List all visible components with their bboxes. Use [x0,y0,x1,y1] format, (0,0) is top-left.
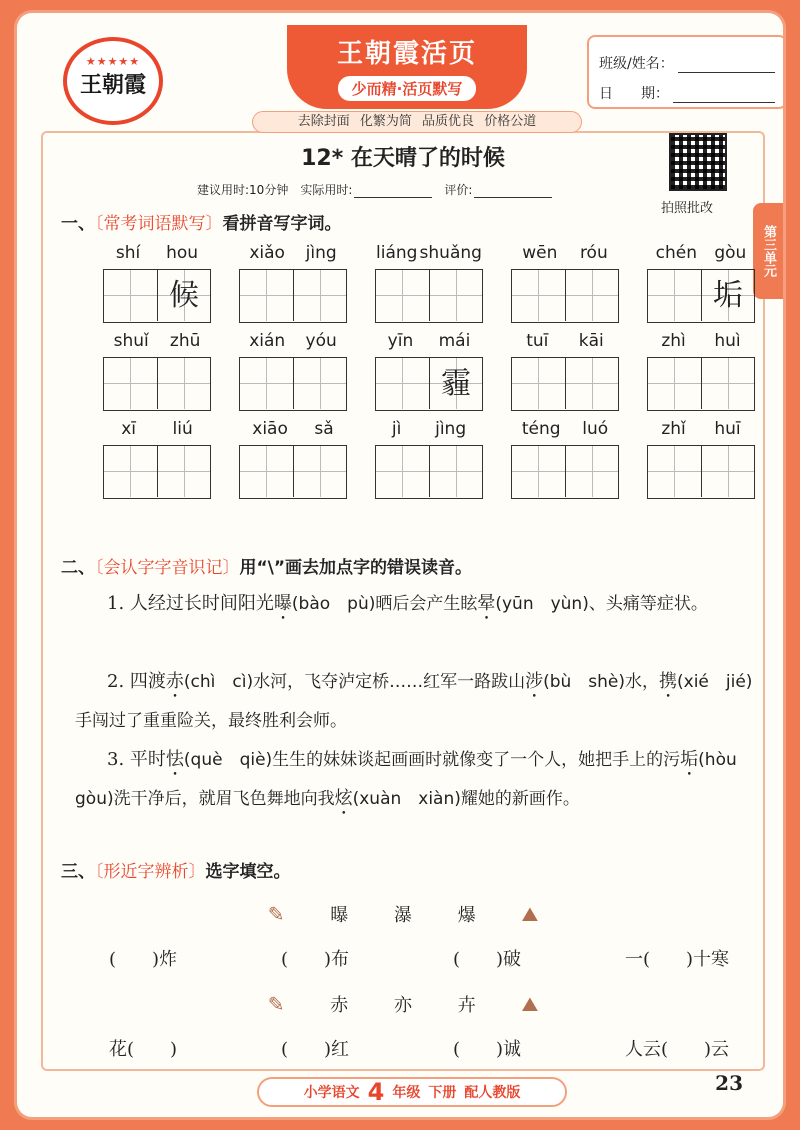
student-info-box [587,35,786,109]
q1-text: 1. 人经过长时间阳光 [107,593,274,614]
pinyin-syllable: chén [655,243,698,263]
pinyin [239,331,347,357]
word-item [647,419,755,499]
section1-heading [61,209,342,234]
word-item [647,331,755,411]
section1-tag: 〔常考词语默写〕 [95,214,223,234]
writing-cell[interactable] [648,270,701,321]
pinyin-syllable: xiǎo [249,243,285,263]
question-2-3 [75,741,765,819]
worksheet-page [14,10,786,1120]
pinyin [103,419,211,445]
writing-cell[interactable] [240,358,293,409]
word-row [103,419,755,499]
section2-instruction: 用“\”画去加点字的错误读音。 [239,558,473,578]
pinyin-syllable: shuǐ [113,331,149,351]
fill-row-2 [109,1035,729,1061]
q1-dotted-char: 曝 [273,593,292,614]
writing-cell[interactable]: 霾 [429,358,482,409]
writing-cell[interactable] [293,270,346,321]
evaluation-field[interactable] [474,184,552,198]
word-item [103,243,211,323]
word-item [647,243,755,323]
writing-cell[interactable] [240,270,293,321]
writing-cell[interactable] [429,270,482,321]
lesson-meta [197,181,564,198]
pinyin-syllable: mái [438,331,471,351]
qr-label: 拍照批改 [661,201,714,216]
pinyin-syllable: téng [521,419,561,439]
pinyin-syllable: jì [391,419,402,439]
word-item [375,331,483,411]
fill-blank-item[interactable]: ( )炸 [109,949,178,970]
footer-subject: 小学语文 [303,1085,360,1101]
q3-dotted-char-2: 垢 [680,749,699,770]
date-row [599,73,775,103]
footer-edition: 配人教版 [464,1085,521,1101]
writing-cell[interactable] [104,358,157,409]
writing-cell[interactable] [648,446,701,497]
group1-chars: 曝 瀑 爆 [330,905,476,926]
class-name-row [599,43,775,73]
footer-grade: 4 [367,1078,385,1106]
writing-boxes [647,269,755,323]
q3-text: 3. 平时 [107,749,166,770]
q2-pinyin-options[interactable]: (chì cì)水河，飞夺泸定桥……红军一路跋山 [183,672,526,692]
pinyin-syllable: xiāo [252,419,288,439]
brand-slogan: 少而精·活页默写 [338,76,477,101]
pinyin-syllable: xián [249,331,286,351]
q2-text: 2. 四渡 [107,671,166,692]
q2-dotted-char: 赤 [165,671,184,692]
section3-number: 三、 [61,862,95,882]
pinyin [239,243,347,269]
char-group-2 [17,991,786,1017]
writing-cell[interactable] [701,358,754,409]
writing-cell[interactable] [293,358,346,409]
fill-row-1 [109,945,729,971]
pinyin-syllable: gòu [714,243,747,263]
writing-boxes [375,269,483,323]
pinyin-syllable: huī [714,419,741,439]
pinyin [375,243,483,269]
section3-heading [61,857,291,882]
pinyin-syllable: luó [582,419,609,439]
class-name-field[interactable] [678,55,775,73]
logo-text: 王朝霞 [79,72,146,98]
pinyin [375,419,483,445]
writing-boxes [375,357,483,411]
pinyin [647,419,755,445]
writing-boxes [511,445,619,499]
fill-blank-item[interactable]: ( )破 [452,949,522,970]
char-group-1 [17,901,786,927]
fill-blank-item[interactable]: 一( )十寒 [624,949,729,970]
tagline: 去除封面 化繁为简 品质优良 价格公道 [252,111,582,133]
date-label: 日 期： [599,86,669,102]
writing-cell[interactable] [376,446,429,497]
actual-time-label: 实际用时: [300,183,353,197]
group2-chars: 赤 亦 卉 [330,995,476,1016]
pinyin [511,243,619,269]
writing-boxes [103,445,211,499]
star-icons: ★★★★★ [85,55,141,68]
q3-pinyin-options[interactable]: (què qiè)生生的妹妹谈起画画时就像变了一个人，她把手上的污 [183,750,681,770]
word-item [239,331,347,411]
writing-cell[interactable] [376,358,429,409]
word-row [103,243,755,323]
pinyin [511,419,619,445]
actual-time-field[interactable] [354,184,432,198]
q2-pinyin-options-2[interactable]: (bù shè)水， [543,672,660,692]
q2-dotted-char-2: 涉 [525,671,544,692]
pinyin-syllable: hou [166,243,199,263]
pinyin-syllable: kāi [578,331,604,351]
pinyin [103,331,211,357]
footer-grade-suffix: 年级 [392,1085,421,1101]
pinyin-syllable: sǎ [314,419,334,439]
unit-side-tab: 第三单元 [753,203,783,299]
writing-cell[interactable] [565,358,618,409]
writing-cell[interactable] [104,446,157,497]
writing-decoration-icon: ✎ [267,992,285,1016]
pinyin-syllable: tuī [526,331,549,351]
question-2-1 [75,585,765,624]
writing-cell[interactable] [429,446,482,497]
q1-pinyin-options-2[interactable]: (yūn yùn)、头痛等症状。 [495,594,708,614]
fill-blank-item[interactable]: ( )诚 [452,1039,522,1060]
pinyin [647,331,755,357]
fill-blank-item[interactable]: 花( ) [109,1039,178,1060]
writing-boxes [103,357,211,411]
pinyin-syllable: zhū [169,331,201,351]
writing-boxes [375,445,483,499]
writing-boxes [511,357,619,411]
writing-boxes [239,445,347,499]
pinyin-syllable: jìng [305,243,337,263]
pinyin-syllable: wēn [522,243,558,263]
pinyin-word-grid [103,243,755,507]
word-row [103,331,755,411]
word-item [375,243,483,323]
pinyin-syllable: xī [121,419,137,439]
class-name-label: 班级/姓名： [599,56,674,72]
footer-volume: 下册 [428,1085,457,1101]
date-field[interactable] [673,85,775,103]
rock-decoration-icon: ⛰ [521,902,539,926]
word-item [239,419,347,499]
qr-code-icon[interactable] [669,133,727,191]
q3-dotted-char-3: 炫 [334,788,353,809]
section2-tag: 〔会认字字音识记〕 [95,558,240,578]
writing-boxes [239,269,347,323]
q2-pinyin-options-3[interactable]: (xié jié)手闯过了重重险关，最终胜利会师。 [75,672,753,731]
pinyin [647,243,755,269]
word-item [375,419,483,499]
writing-cell[interactable] [376,270,429,321]
writing-boxes [103,269,211,323]
writing-boxes [239,357,347,411]
writing-cell[interactable] [648,358,701,409]
writing-cell[interactable] [157,446,210,497]
pinyin [375,331,483,357]
word-item [511,243,619,323]
writing-boxes [647,445,755,499]
pinyin-syllable: zhǐ [661,419,686,439]
section2-heading [61,553,472,578]
writing-cell[interactable]: 候 [157,270,210,321]
pinyin-syllable: yóu [305,331,337,351]
brand-name: 王朝霞活页 [336,39,477,69]
pinyin-syllable: liú [172,419,193,439]
pinyin-syllable: huì [714,331,741,351]
word-item [103,331,211,411]
q3-dotted-char: 怯 [165,749,184,770]
writing-decoration-icon: ✎ [267,902,285,926]
pinyin [103,243,211,269]
pinyin [511,331,619,357]
word-item [511,419,619,499]
section3-instruction: 选字填空。 [205,862,291,882]
footer-badge [257,1077,567,1107]
pinyin-syllable: shí [115,243,141,263]
q1-pinyin-options[interactable]: (bào pù)晒后会产生眩 [291,594,478,614]
pinyin-syllable: jìng [435,419,467,439]
writing-cell[interactable] [512,358,565,409]
writing-boxes [647,357,755,411]
pinyin [239,419,347,445]
pinyin-syllable: shuǎng [419,243,482,263]
fill-blank-item[interactable]: ( )布 [280,949,350,970]
q3-pinyin-options-2[interactable]: (hòu gòu)洗干净后，就眉飞色舞地向我 [75,750,754,809]
word-item [103,419,211,499]
page-number: 23 [715,1071,743,1095]
fill-blank-item[interactable]: ( )红 [280,1039,350,1060]
writing-cell[interactable]: 垢 [701,270,754,321]
q2-dotted-char-3: 携 [659,671,678,692]
logo-sub [112,99,114,107]
writing-cell[interactable] [701,446,754,497]
pinyin-syllable: liáng [376,243,418,263]
evaluation-label: 评价: [444,183,473,197]
writing-cell[interactable] [293,446,346,497]
writing-cell[interactable] [240,446,293,497]
writing-cell[interactable] [104,270,157,321]
fill-blank-item[interactable]: 人云( )云 [624,1039,729,1060]
writing-cell[interactable] [157,358,210,409]
writing-boxes [511,269,619,323]
suggested-time: 建议用时:10分钟 [197,183,289,197]
brand-banner [287,25,527,109]
q1-dotted-char-2: 晕 [477,593,496,614]
lesson-title: 12* 在天晴了的时候 [301,146,505,171]
section2-number: 二、 [61,558,95,578]
question-2-2 [75,663,765,740]
pinyin-syllable: zhì [661,331,686,351]
word-item [239,243,347,323]
q3-pinyin-options-3[interactable]: (xuàn xiàn)耀她的新画作。 [352,789,580,809]
writing-cell[interactable] [565,270,618,321]
section1-instruction: 看拼音写字词。 [222,214,342,234]
word-item [511,331,619,411]
section1-number: 一、 [61,214,95,234]
pinyin-syllable: yīn [387,331,414,351]
writing-cell[interactable] [565,446,618,497]
rock-decoration-icon: ⛰ [521,992,539,1016]
pinyin-syllable: róu [579,243,608,263]
writing-cell[interactable] [512,270,565,321]
section3-tag: 〔形近字辨析〕 [95,862,206,882]
publisher-logo [63,37,163,125]
writing-cell[interactable] [512,446,565,497]
